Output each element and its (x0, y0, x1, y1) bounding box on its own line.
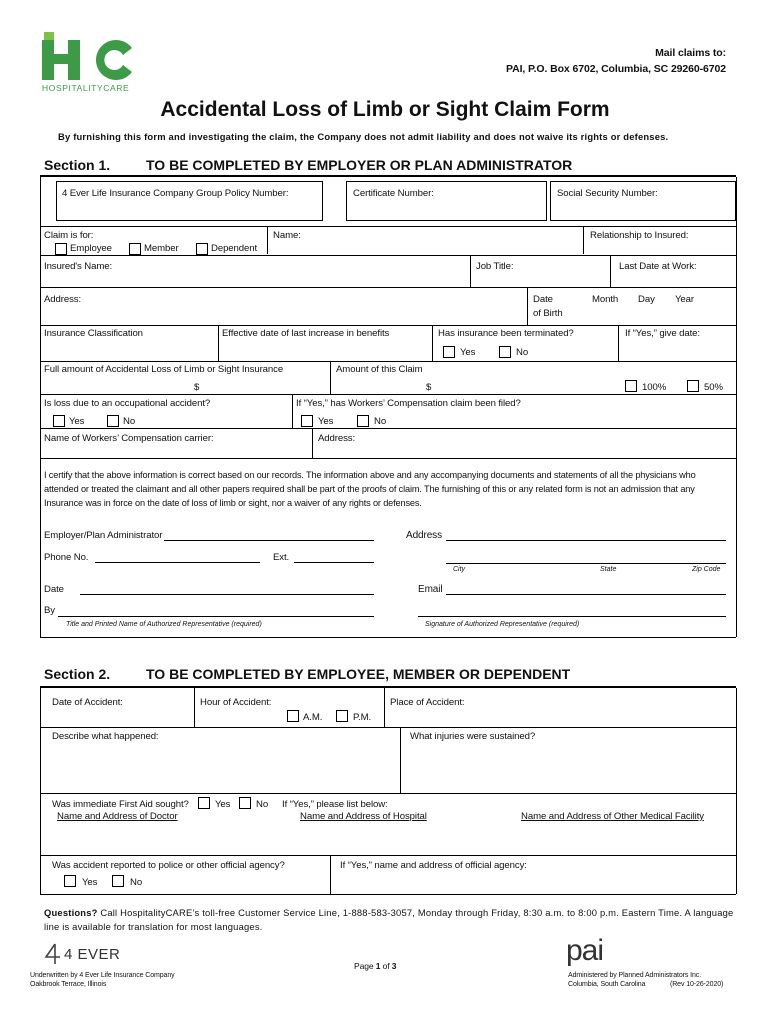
claim-for-label: Claim is for: (44, 230, 94, 241)
dependent-label: Dependent (211, 243, 258, 254)
state-label: State (600, 566, 617, 573)
revision-date: (Rev 10-26-2020) (670, 981, 724, 988)
wc-carrier-label: Name of Workers’ Compensation carrier: (44, 433, 214, 444)
effective-date-label: Effective date of last increase in benefits (222, 328, 390, 339)
ssn-box[interactable] (550, 181, 736, 221)
signature-rep-caption: Signature of Authorized Representative (required) (425, 621, 580, 628)
place-accident-label: Place of Accident: (390, 697, 465, 708)
full-amount-label: Full amount of Accidental Loss of Limb or Sight Insurance (44, 364, 284, 375)
questions-block (44, 906, 736, 934)
page-prefix: Page (354, 961, 376, 971)
pct50-checkbox[interactable] (687, 380, 699, 392)
dob-label-1: Date (533, 294, 553, 305)
terminated-no-label: No (516, 347, 529, 358)
relationship-label: Relationship to Insured: (590, 230, 689, 241)
wc-no-label: No (374, 416, 387, 427)
section2-number: Section 2. (44, 666, 111, 682)
dob-year-label: Year (675, 294, 694, 305)
describe-label: Describe what happened: (52, 731, 159, 742)
section1-number: Section 1. (44, 157, 111, 173)
am-label: A.M. (303, 712, 323, 723)
police-yes-checkbox[interactable] (64, 875, 76, 887)
questions-text: Call HospitalityCARE’s toll-free Customer Service Line, 1-888-583-3057, Monday through Friday, 8:30 a.m. to 8:00 p.m. Eastern Time. A language line is available for translation for most languages. (44, 907, 734, 932)
other-facility-label: Name and Address of Other Medical Facility (521, 811, 704, 822)
terminated-yes-label: Yes (460, 347, 476, 358)
certification-text: I certify that the above information is correct based on our records. The information above and any accompanying documents and statements of all the physicians who attended or treated the claimant and all other papers required shall be part of the proofs of claim. The furnishing of this or any related form is not an admission that any Insurance was in force on the date of loss of limb or sight, nor a waiver of any rights or defenses. (44, 470, 696, 508)
member-label: Member (144, 243, 179, 254)
administered-line-2: Columbia, South Carolina (568, 981, 646, 988)
pct50-label: 50% (704, 382, 723, 393)
terminated-date-label: If “Yes,” give date: (625, 328, 700, 339)
page-number: 1 (375, 961, 381, 971)
hour-accident-label: Hour of Accident: (200, 697, 272, 708)
full-amount-dollar: $ (194, 382, 200, 393)
doctor-label: Name and Address of Doctor (57, 811, 178, 822)
hospitalitycare-logo (40, 30, 140, 92)
form-title: Accidental Loss of Limb or Sight Claim Form (160, 98, 610, 121)
phone-label: Phone No. (44, 552, 89, 563)
title-rep-caption: Title and Printed Name of Authorized Representative (required) (66, 621, 262, 628)
date-line[interactable] (80, 594, 374, 595)
member-checkbox[interactable] (129, 243, 141, 255)
certificate-number-box[interactable] (346, 181, 547, 221)
dob-day-label: Day (638, 294, 655, 305)
pm-checkbox[interactable] (336, 710, 348, 722)
police-no-checkbox[interactable] (112, 875, 124, 887)
pct100-checkbox[interactable] (625, 380, 637, 392)
wc-yes-checkbox[interactable] (301, 415, 313, 427)
wc-address-label: Address: (318, 433, 356, 444)
first-aid-yes-label: Yes (215, 799, 231, 810)
4ever-logo (44, 943, 134, 967)
job-title-label: Job Title: (476, 261, 514, 272)
phone-line[interactable] (95, 562, 260, 563)
page-of: of (380, 961, 392, 971)
page-total: 3 (391, 961, 397, 971)
employer-admin-label: Employer/Plan Administrator (44, 530, 163, 541)
insurance-class-label: Insurance Classification (44, 328, 143, 339)
mail-to-label: Mail claims to: (655, 47, 726, 59)
terminated-no-checkbox[interactable] (499, 346, 511, 358)
address-line-1[interactable] (446, 540, 726, 541)
signature-address-label: Address (406, 530, 442, 541)
4ever-wordmark: 4 EVER (64, 946, 121, 963)
ext-line[interactable] (294, 562, 374, 563)
underwritten-line-1: Underwritten by 4 Ever Life Insurance Company (30, 972, 175, 979)
certificate-number-label: Certificate Number: (353, 188, 434, 199)
hc-logo-icon (40, 30, 140, 82)
wc-no-checkbox[interactable] (357, 415, 369, 427)
ssn-label: Social Security Number: (557, 188, 658, 199)
occupational-yes-checkbox[interactable] (53, 415, 65, 427)
employee-label: Employee (70, 243, 112, 254)
list-below-label: If “Yes,” please list below: (282, 799, 388, 810)
section2-heading: TO BE COMPLETED BY EMPLOYEE, MEMBER OR DEPENDENT (146, 666, 571, 682)
signature-line[interactable] (418, 616, 726, 617)
dependent-checkbox[interactable] (196, 243, 208, 255)
section1-rule (40, 175, 736, 177)
date-accident-label: Date of Accident: (52, 697, 123, 708)
first-aid-label: Was immediate First Aid sought? (52, 799, 189, 810)
first-aid-no-checkbox[interactable] (239, 797, 251, 809)
pai-logo: pai (566, 934, 604, 967)
police-label: Was accident reported to police or other official agency? (52, 860, 285, 871)
wc-filed-label: If “Yes,” has Workers’ Compensation claim been filed? (296, 398, 521, 409)
pct100-label: 100% (642, 382, 667, 393)
logo-wordmark: HOSPITALITYCARE (42, 83, 130, 93)
pm-label: P.M. (353, 712, 372, 723)
email-label: Email (418, 584, 443, 595)
am-checkbox[interactable] (287, 710, 299, 722)
terminated-label: Has insurance been terminated? (438, 328, 574, 339)
address-line-2[interactable] (446, 563, 726, 564)
wc-yes-label: Yes (318, 416, 334, 427)
dependent-name-label: Name: (273, 230, 301, 241)
first-aid-no-label: No (256, 799, 269, 810)
underwritten-line-2: Oakbrook Terrace, Illinois (30, 981, 107, 988)
email-line[interactable] (446, 594, 726, 595)
employer-admin-line[interactable] (164, 540, 374, 541)
zip-label: Zip Code (692, 566, 721, 573)
hospital-label: Name and Address of Hospital (300, 811, 427, 822)
police-yes-label: Yes (82, 877, 98, 888)
injuries-label: What injuries were sustained? (410, 731, 536, 742)
dob-label-2: of Birth (533, 308, 563, 319)
first-aid-yes-checkbox[interactable] (198, 797, 210, 809)
occupational-no-label: No (123, 416, 136, 427)
by-label: By (44, 605, 55, 616)
claim-amount-dollar: $ (426, 382, 432, 393)
administered-line-1: Administered by Planned Administrators Inc. (568, 972, 702, 979)
occupational-yes-label: Yes (69, 416, 85, 427)
by-line[interactable] (58, 616, 374, 617)
occupational-no-checkbox[interactable] (107, 415, 119, 427)
date-label: Date (44, 584, 64, 595)
last-date-label: Last Date at Work: (619, 261, 697, 272)
ext-label: Ext. (273, 552, 290, 563)
police-no-label: No (130, 877, 143, 888)
employee-checkbox[interactable] (55, 243, 67, 255)
policy-number-label: 4 Ever Life Insurance Company Group Policy Number: (62, 188, 289, 199)
mail-to-address: PAI, P.O. Box 6702, Columbia, SC 29260-6702 (506, 63, 726, 75)
insured-name-label: Insured's Name: (44, 261, 113, 272)
dob-month-label: Month (592, 294, 619, 305)
claim-amount-label: Amount of this Claim (336, 364, 423, 375)
4ever-mark-icon (44, 943, 62, 965)
questions-label: Questions? (44, 907, 98, 918)
address-label: Address: (44, 294, 82, 305)
page-indicator (354, 961, 396, 971)
disclaimer: By furnishing this form and investigating the claim, the Company does not admit liability and does not waive its rights or defenses. (58, 131, 669, 142)
occupational-label: Is loss due to an occupational accident? (44, 398, 211, 409)
section2-rule (40, 686, 736, 688)
city-label: City (453, 566, 466, 573)
policy-number-box[interactable] (56, 181, 323, 221)
terminated-yes-checkbox[interactable] (443, 346, 455, 358)
section1-heading: TO BE COMPLETED BY EMPLOYER OR PLAN ADMINISTRATOR (146, 157, 573, 173)
agency-label: If “Yes,” name and address of official agency: (340, 860, 527, 871)
